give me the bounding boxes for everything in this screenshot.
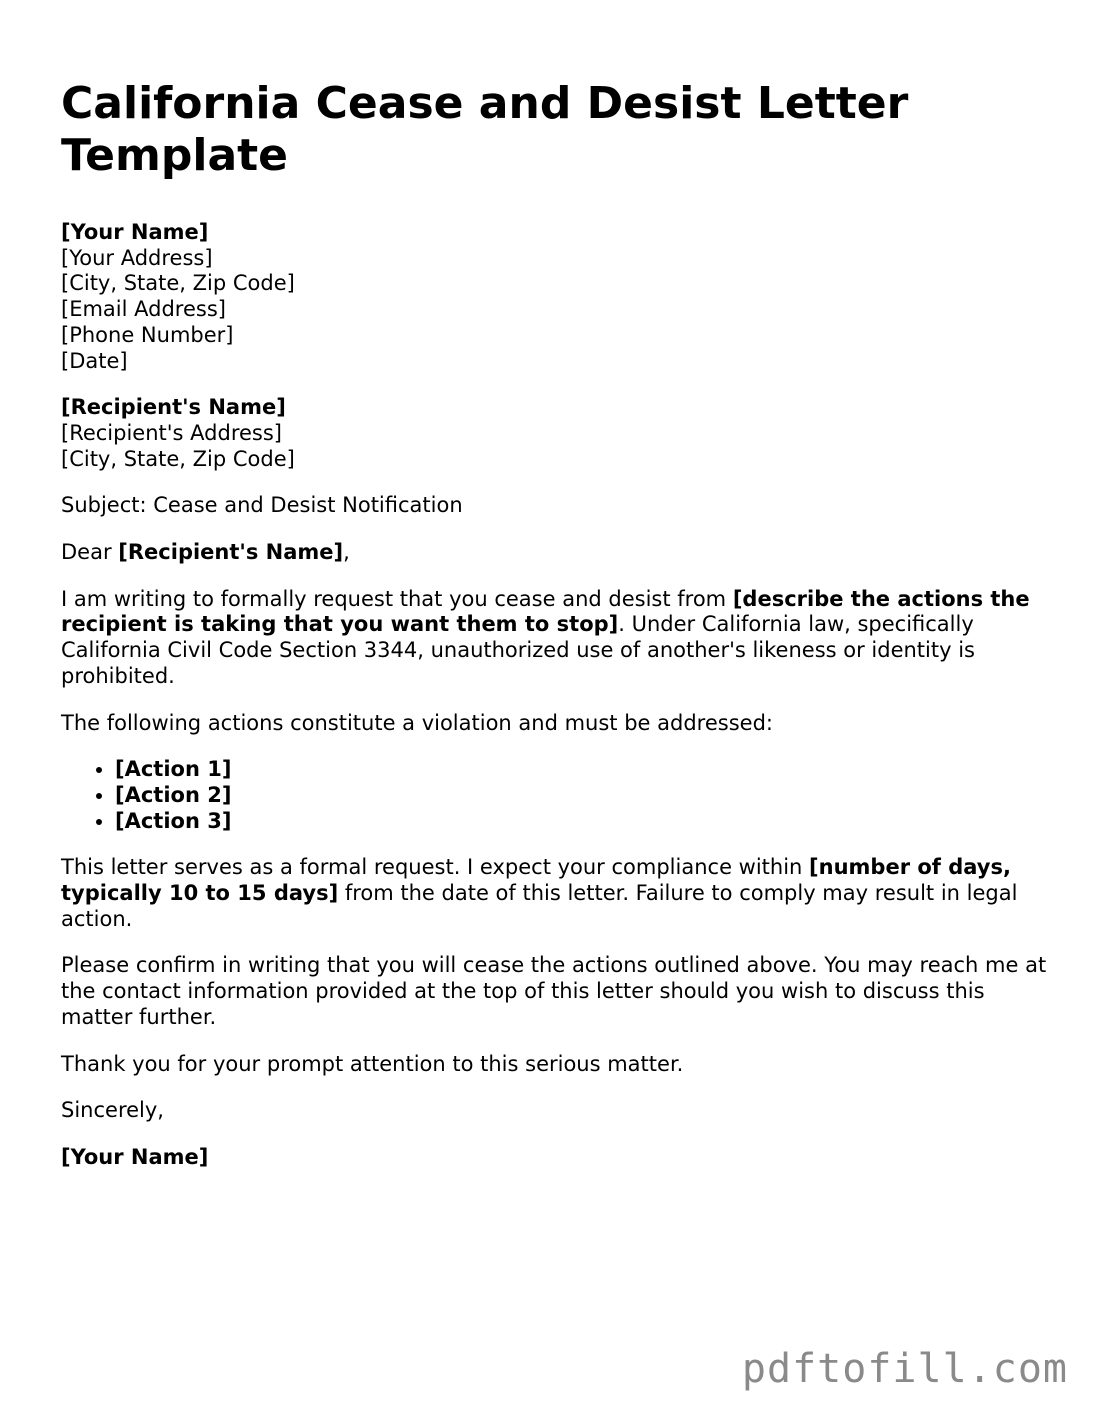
paragraph-deadline-placeholder: [number of days, typically 10 to 15 days] (61, 855, 1011, 906)
action-list-item: • [Action 3] (115, 809, 1051, 835)
salutation (61, 540, 1051, 566)
paragraph-deadline (61, 855, 1051, 932)
paragraph-deadline-text-1: This letter serves as a formal request. I expect your compliance within (61, 855, 810, 880)
action-list (61, 757, 1051, 834)
page-title: California Cease and Desist Letter Template (61, 78, 909, 181)
paragraph-violations-intro: The following actions constitute a violation and must be addressed: (61, 710, 773, 735)
letter-date: [Date] (61, 348, 128, 373)
action-list-item: • [Action 2] (115, 783, 1051, 809)
salutation-prefix: Dear (61, 540, 119, 565)
letter-page (61, 78, 1051, 1192)
paragraph-request-text-1: I am writing to formally request that you cease and desist from (61, 586, 733, 611)
signature-name: [Your Name] (61, 1144, 209, 1169)
recipient-name: [Recipient's Name] (61, 395, 286, 420)
closing: Sincerely, (61, 1098, 164, 1123)
recipient-block (61, 395, 1051, 472)
subject-line: Subject: Cease and Desist Notification (61, 493, 463, 518)
sender-block (61, 220, 1051, 374)
paragraph-confirm: Please confirm in writing that you will cease the actions outlined above. You may reach me at the contact information provided at the top of this letter should you wish to discuss this matter further. (61, 953, 1047, 1029)
salutation-suffix: , (343, 540, 350, 565)
sender-email: [Email Address] (61, 297, 226, 322)
recipient-address: [Recipient's Address] (61, 420, 282, 445)
salutation-name: [Recipient's Name] (118, 540, 344, 565)
sender-address: [Your Address] (61, 245, 213, 270)
paragraph-request (61, 587, 1051, 690)
paragraph-request-placeholder: [describe the actions the recipient is taking that you want them to stop] (61, 586, 1030, 637)
recipient-city-state-zip: [City, State, Zip Code] (61, 446, 295, 471)
sender-name: [Your Name] (61, 220, 209, 244)
sender-city-state-zip: [City, State, Zip Code] (61, 271, 295, 296)
watermark: pdftofill.com (741, 1346, 1068, 1392)
action-list-item: • [Action 1] (115, 757, 1051, 783)
paragraph-thanks: Thank you for your prompt attention to this serious matter. (61, 1051, 684, 1076)
sender-phone: [Phone Number] (61, 322, 234, 347)
paragraph-deadline-text-2: from the date of this letter. Failure to comply may result in legal action. (61, 881, 1018, 931)
paragraph-request-text-2: . Under California law, specifically California Civil Code Section 3344, unauthorized use of another's likeness or identity is prohibited. (61, 612, 975, 688)
